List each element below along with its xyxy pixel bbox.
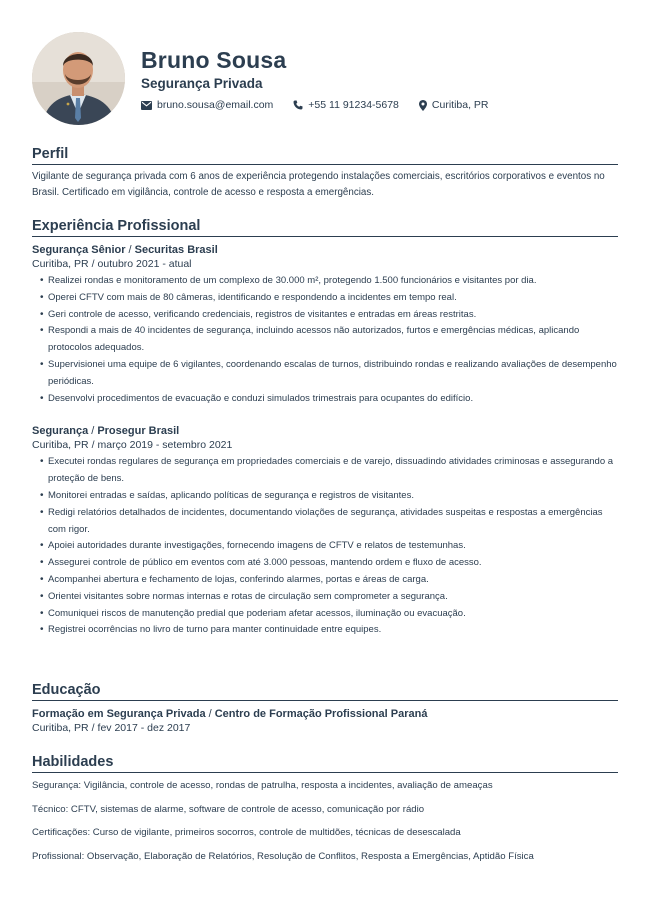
bullet-item: • Desenvolvi procedimentos de evacuação e conduzi simulados trimestrais para ocupantes do edifício.: [48, 391, 618, 408]
contact-email[interactable]: [141, 99, 273, 111]
phone-icon: [293, 100, 303, 110]
profile-photo: [32, 32, 125, 125]
bullet-item: • Respondi a mais de 40 incidentes de segurança, incluindo acessos não autorizados, furtos e emergências médicas, aplicando protocolos adequados.: [48, 323, 618, 357]
job-company: Prosegur Brasil: [97, 425, 180, 438]
skills-list: [32, 774, 618, 868]
candidate-title: Segurança Privada: [141, 76, 263, 91]
job-location: Curitiba, PR: [32, 258, 89, 270]
skill-line: Profissional: Observação, Elaboração de Relatórios, Resolução de Conflitos, Resposta a Emergências, Aptidão Física: [32, 850, 534, 862]
bullet-item: • Registrei ocorrências no livro de turno para manter continuidade entre equipes.: [48, 622, 618, 639]
profile-text: Vigilante de segurança privada com 6 anos de experiência protegendo instalações comerciais, escritórios corporativos e eventos no Brasil. Certificado em vigilância, controle de acesso e resposta a emergências.: [32, 171, 605, 198]
phone-text: +55 11 91234-5678: [308, 99, 399, 111]
job-entry: [32, 425, 618, 639]
education-meta: Curitiba, PR / fev 2017 - dez 2017: [32, 722, 191, 734]
contact-location: [419, 99, 489, 111]
location-text: Curitiba, PR: [431, 99, 489, 111]
email-text: bruno.sousa@email.com: [157, 99, 274, 111]
skill-line: Técnico: CFTV, sistemas de alarme, software de controle de acesso, comunicação por rádio: [32, 803, 425, 815]
education-dates: fev 2017 - dez 2017: [97, 722, 191, 734]
section-title-profile: Perfil: [32, 146, 618, 165]
skill-line: Certificações: Curso de vigilante, primeiros socorros, controle de multidões, técnicas de desescalada: [32, 827, 461, 838]
contact-info: [141, 99, 509, 111]
section-title-experience: Experiência Profissional: [32, 218, 618, 237]
education-header: Formação em Segurança Privada / Centro de Formação Profissional Paraná: [32, 708, 428, 720]
skills-section: [32, 754, 618, 868]
job-bullets: [32, 454, 618, 639]
job-dates: março 2019 - setembro 2021: [97, 439, 233, 452]
contact-phone[interactable]: [293, 99, 399, 111]
job-dates: outubro 2021 - atual: [97, 258, 192, 270]
education-section: [32, 682, 618, 734]
job-header: Segurança Sênior / Securitas Brasil: [32, 244, 218, 256]
job-entry: [32, 244, 618, 407]
job-header: Segurança / Prosegur Brasil: [32, 425, 180, 438]
profile-section: [32, 146, 618, 201]
bullet-item: • Supervisionei uma equipe de 6 vigilantes, coordenando escalas de turnos, distribuindo rondas e realizando avaliações de desempenho periódicas.: [48, 357, 618, 391]
job-role: Segurança Sênior: [32, 244, 126, 256]
avatar: [32, 32, 125, 125]
job-meta: Curitiba, PR / março 2019 - setembro 2021: [32, 439, 233, 452]
bullet-item: • Geri controle de acesso, verificando credenciais, registros de visitantes e entradas em áreas restritas.: [48, 307, 618, 324]
mail-icon: [141, 101, 152, 110]
resume-header: [32, 32, 622, 126]
job-company: Securitas Brasil: [134, 244, 218, 256]
bullet-item: • Assegurei controle de público em eventos com até 3.000 pessoas, mantendo ordem e fluxo de acesso.: [48, 555, 618, 572]
bullet-item: • Operei CFTV com mais de 80 câmeras, identificando e respondendo a incidentes em tempo real.: [48, 290, 618, 307]
section-title-education: Educação: [32, 682, 618, 701]
bullet-item: • Monitorei entradas e saídas, aplicando políticas de segurança e registros de visitantes.: [48, 488, 618, 505]
job-bullets: [32, 273, 618, 407]
bullet-item: • Executei rondas regulares de segurança em propriedades comerciais e de varejo, dissuadindo atividades criminosas e assegurando a proteção de bens.: [48, 454, 618, 488]
skill-line: Segurança: Vigilância, controle de acesso, rondas de patrulha, resposta a incidentes, avaliação de ameaças: [32, 780, 493, 791]
job-location: Curitiba, PR: [32, 439, 89, 452]
job-role: Segurança: [32, 425, 89, 438]
section-title-skills: Habilidades: [32, 754, 618, 773]
bullet-item: • Redigi relatórios detalhados de incidentes, documentando violações de segurança, atividades suspeitas e respostas a emergências com rigor.: [48, 505, 618, 539]
location-pin-icon: [419, 100, 427, 111]
job-meta: Curitiba, PR / outubro 2021 - atual: [32, 258, 192, 270]
education-school: Centro de Formação Profissional Paraná: [214, 708, 428, 720]
bullet-item: • Realizei rondas e monitoramento de um complexo de 30.000 m², protegendo 1.500 funcionários e visitantes por dia.: [48, 273, 618, 290]
bullet-item: • Apoiei autoridades durante investigações, fornecendo imagens de CFTV e relatos de testemunhas.: [48, 538, 618, 555]
candidate-name: Bruno Sousa: [141, 47, 287, 73]
education-location: Curitiba, PR: [32, 722, 89, 734]
bullet-item: • Comuniquei riscos de manutenção predial que poderiam afetar acessos, iluminação ou evacuação.: [48, 606, 618, 623]
bullet-item: • Orientei visitantes sobre normas internas e rotas de circulação sem comprometer a segurança.: [48, 589, 618, 606]
experience-section: [32, 218, 618, 639]
education-degree: Formação em Segurança Privada: [32, 708, 206, 720]
bullet-item: • Acompanhei abertura e fechamento de lojas, conferindo alarmes, portas e áreas de carga.: [48, 572, 618, 589]
